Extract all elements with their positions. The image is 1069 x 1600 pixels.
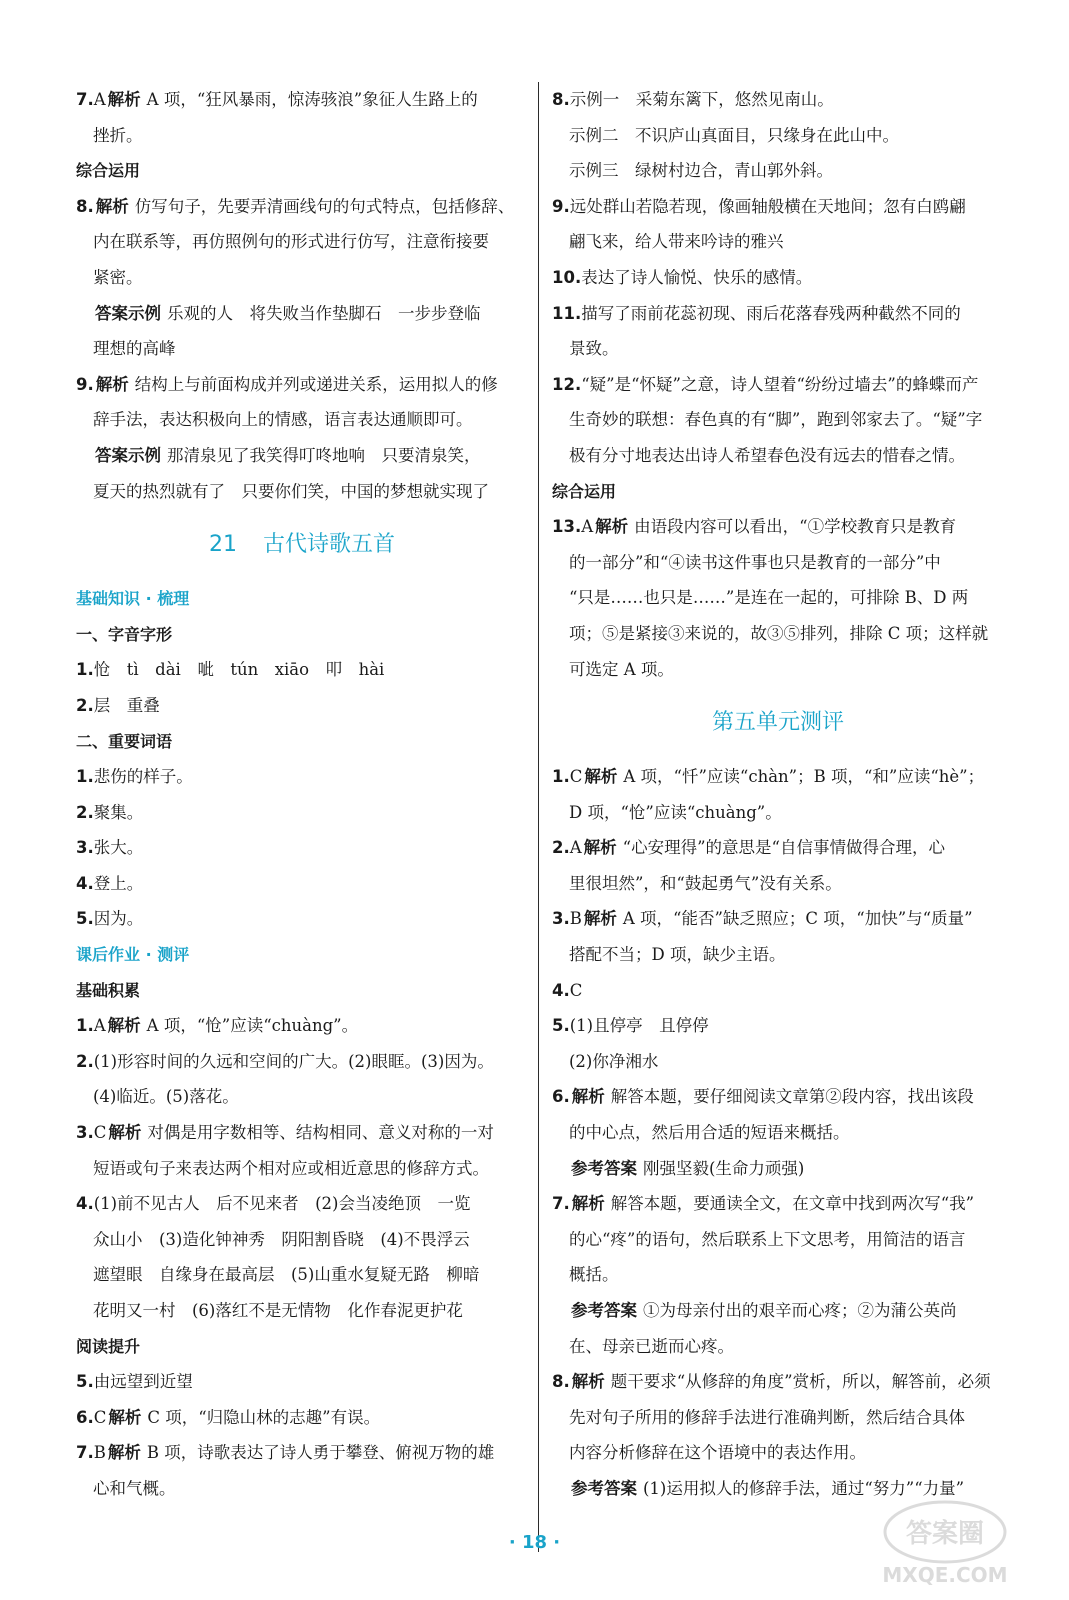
keyword-label: 解析 (95, 374, 129, 394)
text-line (76, 901, 528, 937)
text-line (552, 1364, 1004, 1400)
text-line (76, 402, 528, 438)
item-number: 11. (552, 303, 582, 323)
answer-item (552, 1186, 1004, 1293)
line-text: 景致。 (569, 339, 619, 359)
answer-detail (552, 1044, 1004, 1080)
answer-item (552, 830, 1004, 901)
choice-answer: A (569, 838, 582, 858)
choice-answer: A (93, 90, 106, 109)
line-text: 遮望眼 自缘身在最高层 (5)山重水复疑无路 柳暗 (93, 1265, 480, 1285)
line-text: 极有分寸地表达出诗人希望春色没有远去的惜春之情。 (569, 445, 965, 465)
section-heading: 基础积累 (76, 980, 141, 1000)
answer-item (76, 795, 528, 831)
answer-detail (76, 438, 528, 509)
line-text: 概括。 (569, 1265, 619, 1285)
item-number: 1. (76, 767, 94, 787)
text-line (76, 118, 528, 154)
svg-text:答案圈: 答案圈 (905, 1519, 985, 1549)
text-line (76, 1008, 528, 1044)
answer-item (76, 1364, 528, 1400)
text-line (552, 1008, 1004, 1044)
text-line (552, 1293, 1004, 1329)
item-number: 1. (76, 1016, 94, 1036)
answer-item (76, 1044, 528, 1115)
keyword-label: 解析 (107, 1443, 141, 1463)
line-text: 花明又一村 (6)落红不是无情物 化作春泥更护花 (93, 1301, 463, 1320)
text-line (76, 1044, 528, 1080)
item-number: 2. (552, 838, 570, 858)
line-text: 远处群山若隐若现，像画轴般横在天地间；忽有白鸥翩 (569, 196, 966, 216)
text-line (76, 438, 528, 474)
text-line (76, 367, 528, 403)
answer-detail (552, 1151, 1004, 1187)
text-line (76, 1364, 528, 1400)
line-text: ①为母亲付出的艰辛而心疼；②为蒲公英尚 (643, 1301, 957, 1320)
text-line (76, 1186, 528, 1222)
line-text: A 项，“忏”应读“chàn”；B 项，“和”应读“hè”； (623, 767, 985, 787)
line-text: 题干要求“从修辞的角度”赏析，所以，解答前，必须 (610, 1372, 991, 1392)
text-line (552, 509, 1004, 545)
text-line (76, 1471, 528, 1507)
line-text: (2)你净湘水 (569, 1051, 659, 1071)
answer-item (76, 1008, 528, 1044)
keyword-label: 答案示例 (95, 445, 161, 465)
line-text: B 项，诗歌表达了诗人勇于攀登、俯视万物的雄 (146, 1443, 495, 1463)
item-number: 6. (552, 1087, 570, 1107)
keyword-label: 参考答案 (571, 1158, 637, 1178)
text-line (76, 759, 528, 795)
line-text: 搭配不当；D 项，缺少主语。 (569, 945, 786, 965)
line-text: 解答本题，要仔细阅读文章第②段内容，找出该段 (610, 1087, 974, 1107)
answer-item (76, 866, 528, 902)
choice-answer: A (581, 517, 594, 537)
choice-answer: C (569, 767, 583, 787)
text-line (76, 1400, 528, 1436)
lesson-title (76, 509, 528, 581)
answer-item (76, 82, 528, 153)
item-number: 8. (552, 1372, 570, 1392)
answer-item (76, 901, 528, 937)
answer-item (76, 189, 528, 296)
text-line (552, 1151, 1004, 1187)
answer-item (552, 296, 1004, 367)
item-number: 9. (552, 196, 570, 216)
item-number: 7. (76, 90, 94, 109)
svg-text:MXQE.COM: MXQE.COM (882, 1563, 1008, 1587)
subsection-heading: 课后作业 · 测评 (76, 945, 190, 965)
line-text: 的中心点，然后用合适的短语来概括。 (569, 1123, 850, 1143)
line-text: (1)形容时间的久远和空间的广大。(2)眼眶。(3)因为。 (93, 1051, 494, 1071)
keyword-label: 解析 (595, 517, 629, 537)
line-text: 结构上与前面构成并列或递进关系，运用拟人的修 (134, 374, 498, 394)
text-line (76, 224, 528, 260)
keyword-label: 解析 (95, 196, 129, 216)
choice-answer: C (93, 1407, 107, 1427)
line-text: 在、母亲已逝而心疼。 (569, 1336, 734, 1356)
text-line (76, 830, 528, 866)
text-line (552, 759, 1004, 795)
line-text: 示例二 不识庐山真面目，只缘身在此山中。 (569, 125, 899, 145)
item-number: 6. (76, 1407, 94, 1427)
text-line (76, 688, 528, 724)
line-text: 里很坦然”，和“鼓起勇气”没有关系。 (569, 873, 842, 893)
keyword-label: 参考答案 (571, 1478, 637, 1498)
text-line (76, 1115, 528, 1151)
text-line (552, 652, 1004, 688)
line-text: (1)且停亭 且停停 (569, 1016, 709, 1036)
keyword-label: 答案示例 (95, 303, 161, 323)
line-text: (1)前不见古人 后不见来者 (2)会当凌绝顶 一览 (93, 1194, 471, 1214)
answer-item (552, 367, 1004, 474)
item-number: 1. (552, 767, 570, 787)
line-text: 理想的高峰 (93, 339, 176, 359)
keyword-label: 解析 (584, 767, 618, 787)
answer-item (552, 82, 1004, 118)
left-column (76, 82, 528, 1507)
text-line (76, 795, 528, 831)
section-heading: 综合运用 (76, 161, 141, 181)
answer-item (76, 1186, 528, 1328)
item-number: 7. (76, 1443, 94, 1463)
line-text: 内容分析修辞在这个语境中的表达作用。 (569, 1443, 866, 1463)
line-text: 那清泉见了我笑得叮咚地响 只要清泉笑， (167, 445, 481, 465)
text-line (552, 438, 1004, 474)
answer-item (552, 759, 1004, 830)
item-number: 8. (76, 196, 94, 216)
item-number: 12. (552, 374, 582, 394)
text-line (552, 866, 1004, 902)
line-text: 由语段内容可以看出，“①学校教育只是教育 (634, 517, 957, 537)
answer-item (76, 830, 528, 866)
line-text: 的心“疼”的语句，然后联系上下文思考，用简洁的语言 (569, 1229, 966, 1249)
line-text: 由远望到近望 (93, 1372, 193, 1392)
line-text: 夏天的热烈就有了 只要你们笑，中国的梦想就实现了 (93, 481, 489, 501)
answer-item (76, 1435, 528, 1506)
line-text: 仿写句子，先要弄清画线句的句式特点，包括修辞、 (134, 196, 515, 216)
line-text: 翩飞来，给人带来吟诗的雅兴 (569, 232, 784, 252)
keyword-label: 解析 (107, 1016, 141, 1036)
choice-answer: B (569, 909, 582, 929)
line-text: 张大。 (93, 838, 144, 858)
item-number: 2. (76, 802, 94, 822)
item-number: 5. (76, 909, 94, 929)
text-line (552, 82, 1004, 118)
answer-item (552, 509, 1004, 687)
choice-answer: A (93, 1016, 106, 1036)
text-line (552, 118, 1004, 154)
line-text: (4)临近。(5)落花。 (93, 1087, 239, 1107)
answer-item (76, 1400, 528, 1436)
line-text: “只是……也只是……”是连在一起的，可排除 B、D 两 (569, 588, 969, 608)
line-text: C 项，“归隐山林的志趣”有误。 (147, 1407, 381, 1427)
line-text: 的一部分”和“④读书这件事也只是教育的一部分”中 (569, 552, 941, 572)
right-column (552, 82, 1004, 1507)
keyword-label: 解析 (571, 1194, 605, 1214)
watermark-logo (840, 1490, 1050, 1590)
text-line (552, 1079, 1004, 1115)
line-text: 层 重叠 (93, 695, 160, 715)
keyword-label: 解析 (107, 90, 141, 109)
line-text: 示例一 采菊东篱下，悠然见南山。 (569, 90, 834, 109)
subsection-heading: 基础知识 · 梳理 (76, 589, 190, 609)
line-text: 内在联系等，再仿照例句的形式进行仿写，注意衔接要 (93, 232, 489, 252)
item-number: 4. (76, 1194, 94, 1214)
text-line (76, 1293, 528, 1329)
section-heading: 二、重要词语 (76, 731, 173, 751)
text-line (552, 901, 1004, 937)
text-line (552, 1186, 1004, 1222)
item-number: 5. (76, 1372, 94, 1392)
keyword-label: 解析 (583, 838, 617, 858)
item-number: 4. (76, 873, 94, 893)
text-line (552, 153, 1004, 189)
answer-item (552, 973, 1004, 1009)
item-number: 3. (76, 838, 94, 858)
line-text: 解答本题，要通读全文，在文章中找到两次写“我” (610, 1194, 975, 1214)
line-text: 项；⑤是紧接③来说的，故③⑤排列，排除 C 项；这样就 (569, 623, 989, 643)
line-text: 辞手法，表达积极向上的情感，语言表达通顺即可。 (93, 410, 473, 430)
text-line (76, 331, 528, 367)
line-text: 乐观的人 将失败当作垫脚石 一步步登临 (167, 303, 481, 323)
text-line (552, 189, 1004, 225)
keyword-label: 解析 (583, 909, 617, 929)
item-number: 9. (76, 374, 94, 394)
text-line (552, 1400, 1004, 1436)
keyword-label: 解析 (108, 1123, 142, 1143)
text-line (552, 830, 1004, 866)
item-number: 2. (76, 695, 94, 715)
line-text: 众山小 (3)造化钟神秀 阴阳割昏晓 (4)不畏浮云 (93, 1229, 470, 1249)
item-number: 7. (552, 1194, 570, 1214)
answer-item (76, 1115, 528, 1186)
answer-item (76, 759, 528, 795)
answer-item (552, 189, 1004, 260)
lesson-number: 21 (208, 532, 237, 558)
text-line (76, 189, 528, 225)
line-text: 因为。 (93, 909, 144, 929)
item-number: 13. (552, 517, 582, 537)
text-line (552, 260, 1004, 296)
line-text: 刚强坚毅(生命力顽强) (643, 1158, 805, 1178)
line-text: A 项，“能否”缺乏照应；C 项，“加快”与“质量” (622, 909, 973, 929)
text-line (76, 1435, 528, 1471)
text-line (76, 260, 528, 296)
line-text: 短语或句子来表达两个相对应或相近意思的修辞方式。 (93, 1158, 489, 1178)
line-text: 先对句子所用的修辞手法进行准确判断，然后结合具体 (569, 1407, 965, 1427)
answer-item (552, 901, 1004, 972)
lesson-title-text: 古代诗歌五首 (262, 532, 395, 558)
line-text: 紧密。 (93, 267, 143, 287)
item-number: 5. (552, 1016, 570, 1036)
item-number: 8. (552, 90, 570, 109)
item-number: 3. (552, 909, 570, 929)
text-line (552, 616, 1004, 652)
text-line (76, 296, 528, 332)
keyword-label: 解析 (108, 1407, 142, 1427)
text-line (552, 1257, 1004, 1293)
keyword-label: 参考答案 (571, 1301, 637, 1320)
line-text: 心和气概。 (93, 1478, 176, 1498)
text-line (552, 973, 1004, 1009)
line-text: (1)运用拟人的修辞手法，通过“努力”“力量” (643, 1478, 965, 1498)
text-line (552, 331, 1004, 367)
line-text: 对偶是用字数相等、结构相同、意义对称的一对 (147, 1123, 494, 1143)
answer-item (76, 367, 528, 438)
line-text: A 项，“怆”应读“chuàng”。 (146, 1016, 359, 1036)
answer-item (552, 1008, 1004, 1044)
lesson-title-text: 第五单元测评 (711, 710, 844, 736)
item-number: 2. (76, 1051, 94, 1071)
text-line (552, 937, 1004, 973)
text-line (552, 1115, 1004, 1151)
line-text: A 项，“狂风暴雨，惊涛骇浪”象征人生路上的 (146, 90, 478, 109)
text-line (552, 1222, 1004, 1258)
section-heading: 阅读提升 (76, 1336, 141, 1356)
keyword-label: 解析 (571, 1087, 605, 1107)
line-text: 怆 tì dài 呲 tún xiāo 叩 hài (93, 660, 385, 680)
answer-item (552, 1079, 1004, 1150)
text-line (552, 1329, 1004, 1365)
text-line (552, 296, 1004, 332)
text-line (552, 580, 1004, 616)
item-number: 1. (76, 660, 94, 680)
answer-detail (552, 1293, 1004, 1364)
text-line (76, 1257, 528, 1293)
answer-detail (552, 118, 1004, 189)
line-text: 生奇妙的联想：春色真的有“脚”，跑到邻家去了。“疑”字 (569, 410, 983, 430)
keyword-label: 解析 (571, 1372, 605, 1392)
line-text: 表达了诗人愉悦、快乐的感情。 (581, 267, 813, 287)
answer-item (552, 1364, 1004, 1471)
text-line (76, 1079, 528, 1115)
answer-item (76, 652, 528, 688)
answer-item (552, 260, 1004, 296)
text-line (552, 367, 1004, 403)
choice-answer: C (93, 1123, 107, 1143)
text-line (76, 866, 528, 902)
lesson-title (552, 687, 1004, 759)
column-divider (538, 82, 539, 1552)
choice-answer: C (569, 980, 583, 1000)
answer-detail (76, 296, 528, 367)
text-line (76, 652, 528, 688)
line-text: 可选定 A 项。 (569, 659, 674, 679)
line-text: “心安理得”的意思是“自信事情做得合理，心 (622, 838, 945, 858)
line-text: “疑”是“怀疑”之意，诗人望着“纷纷过墙去”的蜂蝶而产 (581, 374, 979, 394)
line-text: 聚集。 (93, 802, 144, 822)
text-line (552, 545, 1004, 581)
text-line (552, 402, 1004, 438)
text-line (552, 224, 1004, 260)
line-text: 挫折。 (93, 125, 143, 145)
text-line (552, 1435, 1004, 1471)
text-line (552, 795, 1004, 831)
item-number: 4. (552, 980, 570, 1000)
line-text: 示例三 绿树村边合，青山郭外斜。 (569, 161, 833, 181)
page-number: · 18 · (508, 1532, 561, 1553)
text-line (76, 82, 528, 118)
line-text: 悲伤的样子。 (93, 767, 193, 787)
line-text: D 项，“怆”应读“chuàng”。 (569, 802, 782, 822)
line-text: 描写了雨前花蕊初现、雨后花落春残两种截然不同的 (581, 303, 961, 323)
section-heading: 一、字音字形 (76, 624, 173, 644)
text-line (76, 1222, 528, 1258)
text-line (552, 1044, 1004, 1080)
section-heading: 综合运用 (552, 481, 617, 501)
choice-answer: B (93, 1443, 106, 1463)
text-line (76, 1151, 528, 1187)
item-number: 10. (552, 267, 582, 287)
item-number: 3. (76, 1123, 94, 1143)
line-text: 登上。 (93, 873, 144, 893)
text-line (76, 474, 528, 510)
answer-item (76, 688, 528, 724)
